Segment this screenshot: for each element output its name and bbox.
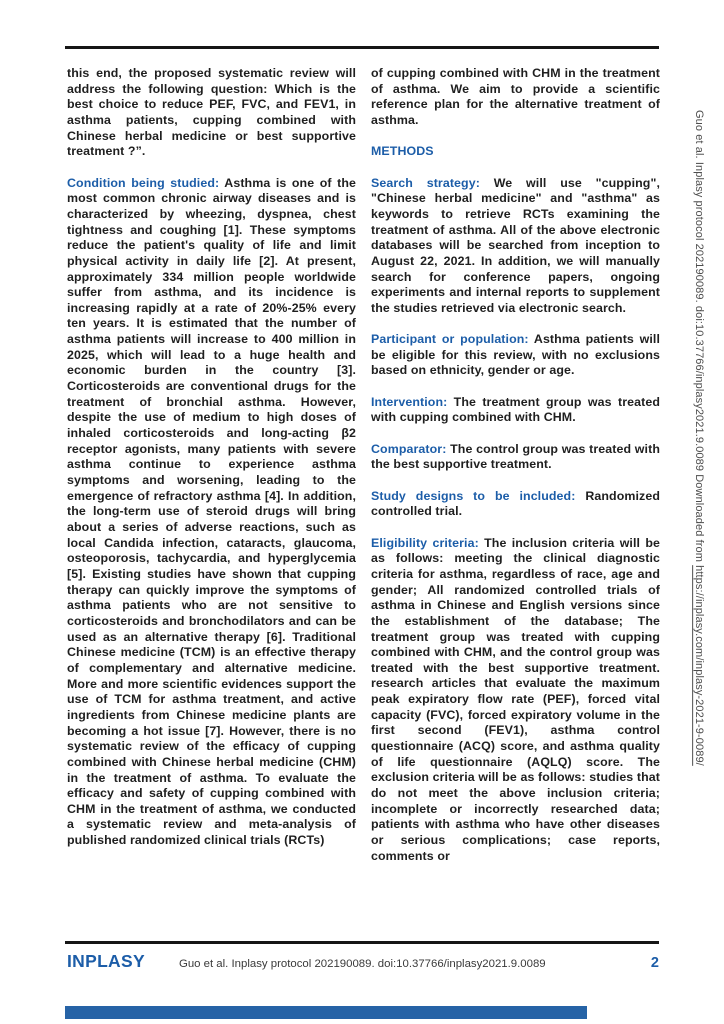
section-label: Comparator: bbox=[371, 441, 447, 456]
bottom-brand-bar bbox=[65, 1006, 587, 1019]
comparator-section bbox=[371, 442, 660, 473]
right-column bbox=[371, 66, 660, 864]
study-designs-section bbox=[371, 489, 660, 520]
page-number: 2 bbox=[650, 955, 659, 971]
page-footer bbox=[67, 951, 659, 972]
participant-population-section bbox=[371, 332, 660, 379]
section-label: Search strategy: bbox=[371, 175, 480, 190]
left-column bbox=[67, 66, 356, 864]
top-rule bbox=[65, 46, 659, 49]
section-label: Eligibility criteria: bbox=[371, 535, 479, 550]
section-label: Condition being studied: bbox=[67, 175, 220, 190]
intervention-section bbox=[371, 395, 660, 426]
eligibility-criteria-section bbox=[371, 536, 660, 865]
section-text: Asthma is one of the most common chronic airway diseases and is characterized by wheezing, dyspnea, chest tightness and coughing [1]. These symptoms reduce the patient's quality of life and limit physical activity in daily life [2]. At present, approximately 334 million people worldwide suffer from asthma, and its incidence is increasing rapidly at a rate of 20%-25% every ten years. It is estimated that the number of asthma patients will increase to 400 million in 2025, which will lead to a huge health and economic burden in the country [3]. Corticosteroids are conventional drugs for the treatment of bronchial asthma. However, despite the use of medium to high doses of inhaled corticosteroids and long-acting β2 receptor agonists, many patients with severe asthma continue to experience asthma symptoms and worsening, leading to the emergence of refractory asthma [4]. In addition, the long-term use of steroid drugs will bring about a series of adverse reactions, such as local Candida infection, cataracts, glaucoma, osteoporosis, tachycardia, and hyperglycemia [5]. Existing studies have shown that cupping therapy can quickly improve the symptoms of asthma patients who are not sensitive to corticosteroids and bronchodilators and can be used as an alternative therapy [6]. Traditional Chinese medicine (TCM) is an effective therapy of complementary and alternative medicine. More and more scientific evidences support the use of TCM for asthma treatment, and active ingredients from Chinese medicine plants are becoming a hot issue [7]. However, there is no systematic review of the efficacy of cupping combined with Chinese herbal medicine (CHM) in the treatment of asthma. To evaluate the efficacy and safety of cupping combined with CHM in the treatment of asthma, we conducted a systematic review and meta-analysis of published randomized clinical trials (RCTs) bbox=[67, 175, 357, 848]
section-text: The control group was treated with the best supportive treatment. bbox=[371, 441, 660, 472]
section-label: Study designs to be included: bbox=[371, 488, 576, 503]
section-label: Participant or population: bbox=[371, 332, 529, 347]
section-text: The treatment group was treated with cupping combined with CHM. bbox=[371, 394, 660, 425]
footer-citation: Guo et al. Inplasy protocol 202190089. doi:10.37766/inplasy2021.9.0089 bbox=[178, 958, 546, 970]
sidebar-citation-text: Guo et al. Inplasy protocol 202190089. doi:10.37766/inplasy2021.9.0089 Downloaded from bbox=[693, 110, 705, 566]
search-strategy-section bbox=[371, 176, 660, 317]
section-text: Asthma patients will be eligible for this review, with no exclusions based on ethnicity, gender or age. bbox=[371, 332, 660, 378]
section-text: The inclusion criteria will be as follows: meeting the clinical diagnostic criteria for asthma, regardless of race, age and gender; All randomized controlled trials of asthma in Chinese and English versions since the establishment of the database; The treatment group was treated with cupping combined with CHM, and the control group was treated with the best supportive treatment. research articles that evaluate the maximum peak expiratory flow rate (PEF), forced vital capacity (FVC), forced expiratory volume in the first second (FEV1), asthma control questionnaire (ACQ) score, and asthma quality of life questionnaire (AQLQ) score. The exclusion criteria will be as follows: studies that do not meet the above inclusion criteria; incomplete or incorrectly researched data; patients with asthma who have other diseases or serious complications; case reports, comments or bbox=[371, 535, 661, 863]
two-column-body bbox=[67, 66, 660, 864]
methods-heading: METHODS bbox=[371, 144, 434, 159]
sidebar-citation-link[interactable]: https://inplasy.com/inplasy-2021-9-0089/ bbox=[693, 565, 705, 766]
section-text: We will use "cupping", "Chinese herbal medicine" and "asthma" as keywords to retrieve RCTs examining the treatment of asthma. All of the above electronic databases will be searched from inception to August 22, 2021. In addition, we will manually search for conference papers, ongoing experiments and internal reports to supplement the studies retrieved via electronic search. bbox=[371, 175, 660, 315]
section-label: Intervention: bbox=[371, 394, 448, 409]
continuation-paragraph: of cupping combined with CHM in the treatment of asthma. We aim to provide a scientific reference plan for the alternative treatment of asthma. bbox=[371, 66, 660, 127]
condition-being-studied-section bbox=[67, 176, 356, 849]
section-text: Randomized controlled trial. bbox=[371, 488, 660, 519]
footer-rule bbox=[65, 941, 659, 944]
inplasy-logo: INPLASY bbox=[67, 951, 145, 971]
intro-paragraph: this end, the proposed systematic review will address the following question: Which is the best choice to reduce PEF, FVC, and FEV1, in asthma patients, cupping combined with Chinese herbal medicine or best supportive treatment ?”. bbox=[67, 66, 356, 159]
rotated-citation-sidebar bbox=[693, 110, 705, 942]
